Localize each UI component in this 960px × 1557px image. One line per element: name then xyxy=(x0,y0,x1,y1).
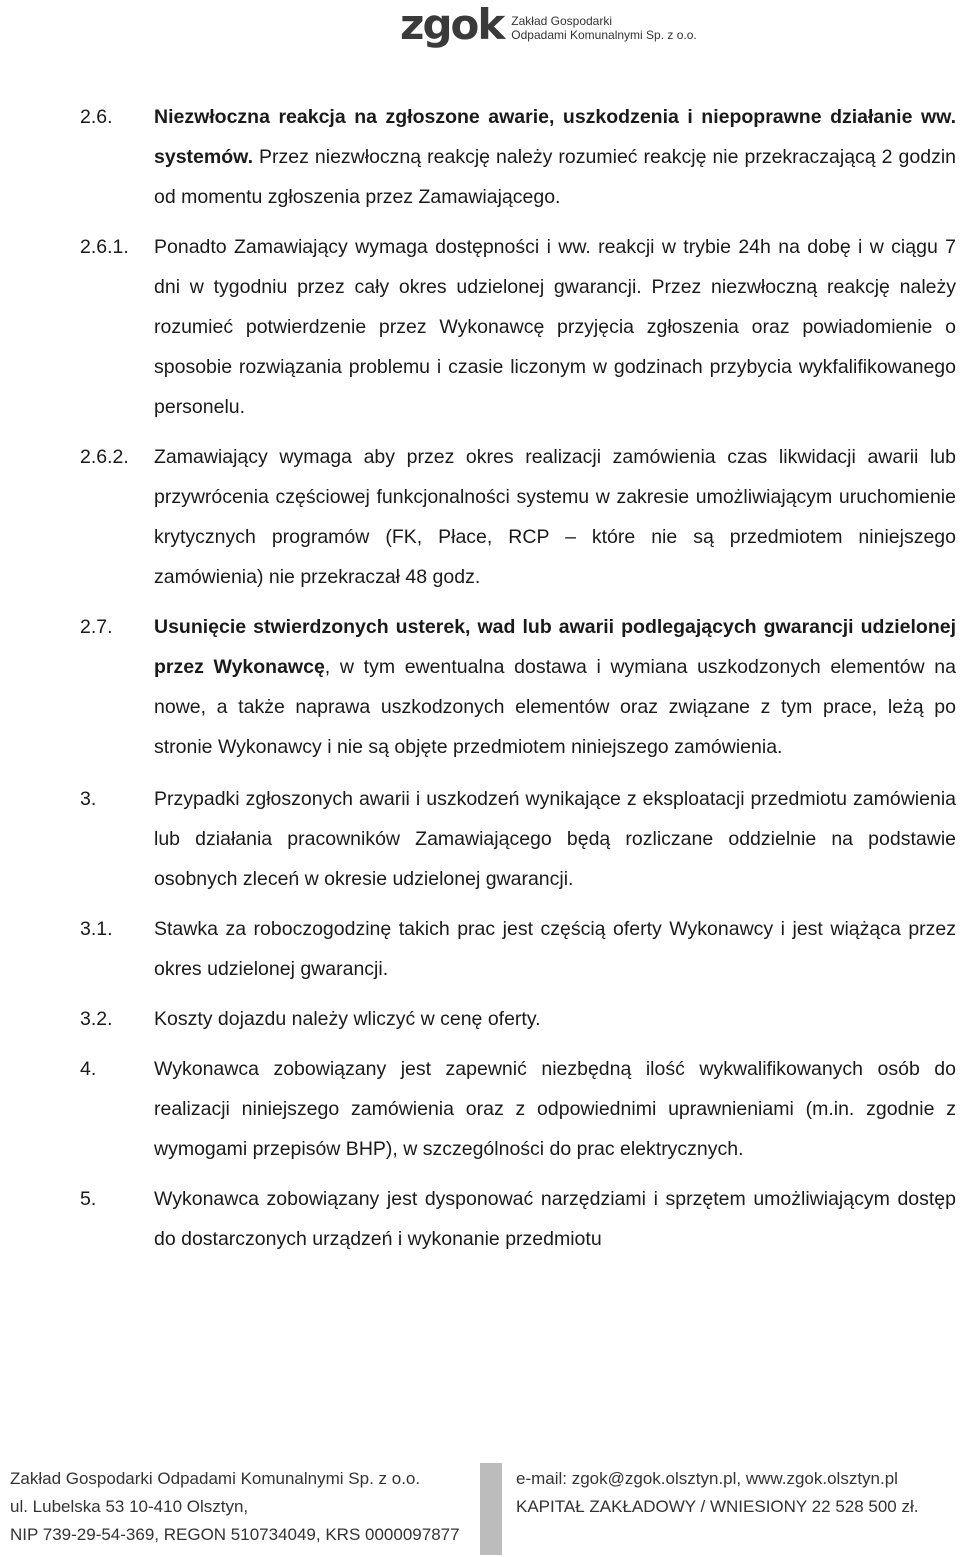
section-3-1 xyxy=(80,909,956,989)
section-number: 2.6.1. xyxy=(80,236,129,258)
footer-company-info xyxy=(10,1465,460,1549)
logo-line-2: Odpadami Komunalnymi Sp. z o.o. xyxy=(511,28,697,42)
section-text: Stawka za roboczogodzinę takich prac jest częścią oferty Wykonawcy i jest wiążąca przez okres udzielonej gwarancji. xyxy=(154,918,956,980)
section-text: Wykonawca zobowiązany jest zapewnić niezbędną ilość wykwalifikowanych osób do realizacji niniejszego zamówienia oraz z odpowiednimi uprawnieniami (m.in. zgodnie z wymogami przepisów BHP), w szczególności do prac elektrycznych. xyxy=(154,1058,956,1160)
page-header xyxy=(0,0,960,60)
page-footer xyxy=(0,1455,960,1557)
section-text: Przypadki zgłoszonych awarii i uszkodzeń wynikające z eksploatacji przedmiotu zamówienia lub działania pracowników Zamawiającego będą rozliczane oddzielnie na podstawie osobnych zleceń w okresie udzielonej gwarancji. xyxy=(154,788,956,890)
section-number: 2.7. xyxy=(80,616,113,638)
section-3-2 xyxy=(80,999,956,1039)
section-number: 3. xyxy=(80,788,97,810)
company-logo xyxy=(400,2,697,48)
section-2-6-2 xyxy=(80,437,956,597)
document-body xyxy=(80,97,956,1259)
footer-divider xyxy=(480,1463,502,1555)
section-number: 2.6. xyxy=(80,106,113,128)
section-body: , w tym ewentualna dostawa i wymiana uszkodzonych elementów na nowe, a także naprawa uszkodzonych elementów oraz związane z tym prace, leżą po stronie Wykonawcy i nie są objęte przedmiotem niniejszego zamówienia. xyxy=(154,656,957,758)
section-number: 3.1. xyxy=(80,918,113,940)
section-number: 2.6.2. xyxy=(80,446,129,468)
section-5 xyxy=(80,1179,956,1259)
section-text xyxy=(154,607,956,767)
section-3 xyxy=(80,779,956,899)
section-body: Przez niezwłoczną reakcję należy rozumieć reakcję nie przekraczającą 2 godzin od momentu zgłoszenia przez Zamawiającego. xyxy=(154,146,956,208)
section-2-6-1 xyxy=(80,227,956,427)
section-2-7 xyxy=(80,607,956,767)
logo-line-1: Zakład Gospodarki xyxy=(511,14,613,28)
section-number: 4. xyxy=(80,1058,97,1080)
footer-capital: KAPITAŁ ZAKŁADOWY / WNIESIONY 22 528 500 zł. xyxy=(516,1497,919,1516)
section-text: Koszty dojazdu należy wliczyć w cenę oferty. xyxy=(154,1008,541,1030)
footer-registration: NIP 739-29-54-369, REGON 510734049, KRS 0000097877 xyxy=(10,1525,460,1544)
footer-contact-info xyxy=(516,1465,919,1521)
section-text xyxy=(154,97,956,217)
section-heading: Niezwłoczna reakcja na zgłoszone awarie, uszkodzenia i niepoprawne działanie ww. systemów. xyxy=(154,106,956,168)
section-2-6 xyxy=(80,97,956,217)
footer-company-name: Zakład Gospodarki Odpadami Komunalnymi Sp. z o.o. xyxy=(10,1469,421,1488)
footer-address: ul. Lubelska 53 10-410 Olsztyn, xyxy=(10,1497,249,1516)
footer-contact: e-mail: zgok@zgok.olsztyn.pl, www.zgok.olsztyn.pl xyxy=(516,1469,898,1488)
logo-mark: zgok xyxy=(400,0,504,49)
section-text: Ponadto Zamawiający wymaga dostępności i ww. reakcji w trybie 24h na dobę i w ciągu 7 dni w tygodniu przez cały okres udzielonej gwarancji. Przez niezwłoczną reakcję należy rozumieć potwierdzenie przez Wykonawcę przyjęcia zgłoszenia oraz powiadomienie o sposobie rozwiązania problemu i czasie liczonym w godzinach przybycia wykfalifikowanego personelu. xyxy=(154,236,956,418)
section-4 xyxy=(80,1049,956,1169)
section-text: Zamawiający wymaga aby przez okres realizacji zamówienia czas likwidacji awarii lub przywrócenia częściowej funkcjonalności systemu w zakresie umożliwiającym uruchomienie krytycznych programów (FK, Płace, RCP – które nie są przedmiotem niniejszego zamówienia) nie przekraczał 48 godz. xyxy=(154,446,956,588)
logo-text xyxy=(511,14,696,42)
section-number: 3.2. xyxy=(80,1008,113,1030)
section-number: 5. xyxy=(80,1188,97,1210)
section-heading: Usunięcie stwierdzonych usterek, wad lub awarii podlegających gwarancji udzielonej przez Wykonawcę xyxy=(154,616,956,678)
section-text: Wykonawca zobowiązany jest dysponować narzędziami i sprzętem umożliwiającym dostęp do dostarczonych urządzeń i wykonanie przedmiotu xyxy=(154,1188,956,1250)
